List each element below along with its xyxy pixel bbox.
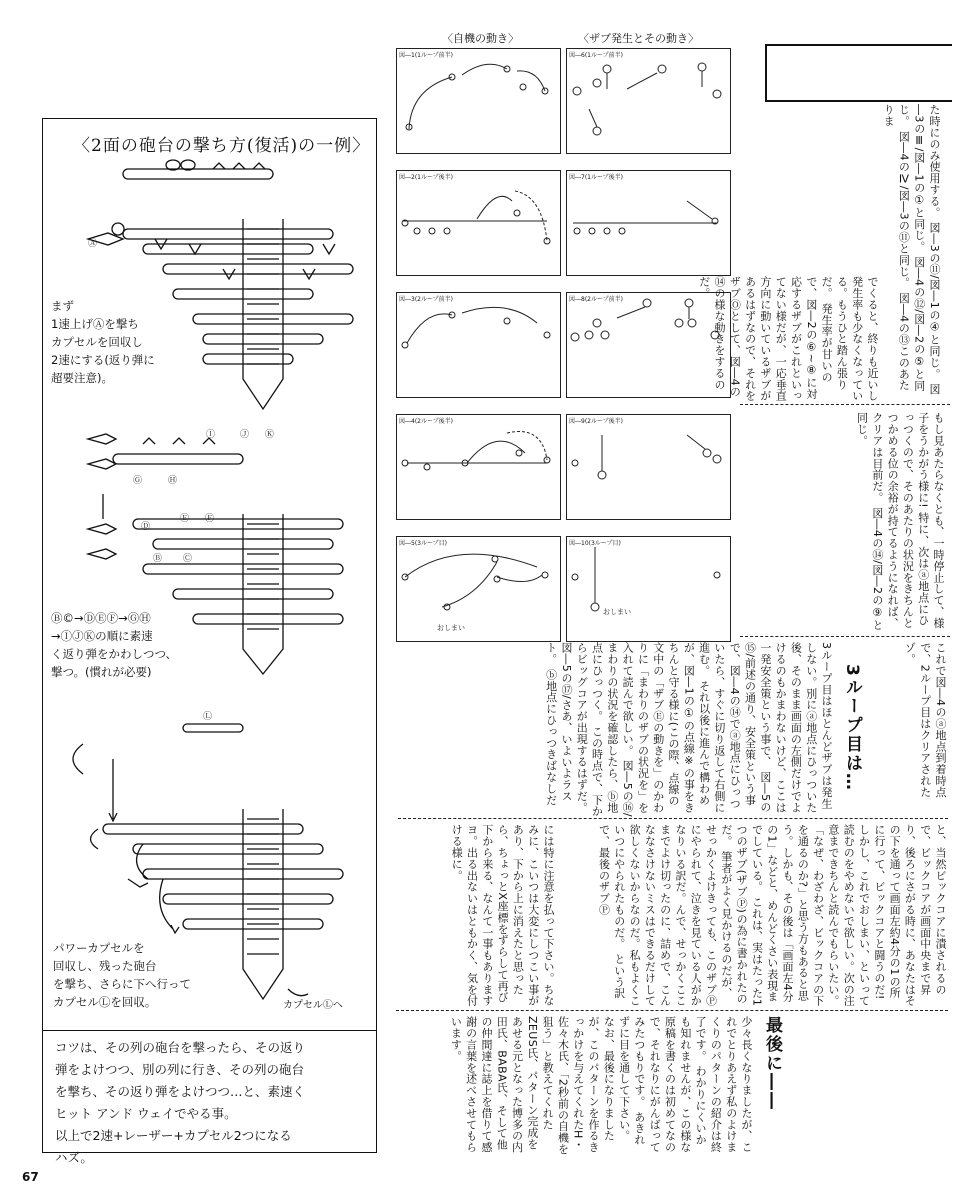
article-col-8: 少々長くなりましたが、これでとりあえず私のよけまくりのパターンの紹介は終了です。 わかりにくいかも知れませんが、この様な原稿を書くのは初めてなので、それなりにがんばってみたつもりです。 あきれずに目を通して下さい。 なお、最後になりましたが、このパターンを作るきっかけを与えてくれたH・佐々木氏、「2秒前の自機を狙う」と教えてくれたZEUS氏、パターン完成をあせる元となった博多の内田氏、BABA氏、そして他の仲間達に誌上を借りて感謝の言葉を述べさせてもらいます。 — [449, 1016, 753, 1155]
divider — [398, 818, 948, 819]
article-col-2: でくると、終りも近いし発生率も少なくなっている。もうひと踏ん張りだ。 発生率が甘いので、図―2の⑥~⑧に対応するザブがこれといってない様だが、一応垂直方向に動いているザブがあるはずなので、それをザブⓄとして、図―4の⑭の様な動きをするのだ。 — [697, 276, 879, 402]
divider — [740, 636, 950, 637]
sketch-note-3: パワーカプセルを 回収し、残った砲台 を撃ち、さらに下へ行って カプセルⓁを回収。 — [53, 941, 191, 1009]
diagram-fig5 — [396, 536, 561, 642]
sketch-divider — [43, 1030, 376, 1031]
svg-text:Ⓘ: Ⓘ — [206, 430, 216, 440]
diagram-label: 図―10(3ループ目) — [569, 540, 621, 547]
svg-text:Ⓑ: Ⓑ — [153, 554, 163, 564]
diagram-label: 図―8(2ループ前半) — [569, 296, 624, 303]
diagram-label: 図―6(1ループ前半) — [569, 52, 624, 59]
diagram-fig4 — [396, 414, 561, 520]
article-col-7: には特に注意を払って下さい。ちなみに、こいつは大変にしつこい事があり、下から上に消えたと思ったら、ちょっとX座標をずらして再び下から来る、なんて一事もありますヨ。出る出ないはともかく、気を付ける様に。 — [450, 824, 555, 1007]
svg-text:Ⓚ: Ⓚ — [265, 430, 275, 440]
sketch-note-4: カプセルⓁへ — [283, 1000, 343, 1011]
svg-text:Ⓒ: Ⓒ — [183, 554, 193, 564]
svg-text:Ⓙ: Ⓙ — [240, 430, 250, 440]
svg-text:Ⓗ: Ⓗ — [168, 476, 178, 486]
left-column-caption: 〈自機の動き〉 — [442, 32, 519, 45]
sketch-note-1: まず 1速上げⒶを撃ち カプセルを回収し 2速にする(返り弾に 超要注意)。 — [51, 299, 155, 385]
svg-text:Ⓖ: Ⓖ — [133, 476, 143, 486]
diagram-label: 図―7(1ループ後半) — [569, 174, 624, 181]
article-col-4: これで図―4のⓐ地点到着時点で、2ループ目はクリアされたゾ。 — [903, 642, 947, 798]
diagram-fig7 — [566, 170, 731, 276]
svg-text:Ⓔ: Ⓔ — [180, 514, 190, 524]
section-heading-saigo: 最後に―― — [762, 1016, 782, 1111]
page-number: 67 — [22, 1170, 39, 1184]
sketch-box — [42, 118, 377, 1165]
article-col-1: た時にのみ使用する。 図―3の⑪/図―1の④と同じ。 図―3のⅢ/図―1の①と同じ。 図―4の⑫/図―2の⑤と同じ。 図―4のⅣ/図―3の⑪と同じ。 図―4の⑬このあたりま — [882, 104, 941, 395]
svg-text:Ⓕ: Ⓕ — [205, 514, 215, 524]
sketch-title: 〈2面の砲台の撃ち方(復活)の一例〉 — [73, 136, 371, 156]
section-heading-3loop: 3ループ目は… — [842, 664, 862, 792]
divider — [740, 404, 950, 405]
svg-text:Ⓛ: Ⓛ — [203, 712, 213, 722]
sketch-note-2: Ⓑ©→ⒹⒺⒻ→ⒼⒽ →ⒾⒿⓀの順に素速 く返り弾をかわしつつ、 撃つ。(慣れが必要) — [51, 611, 178, 679]
svg-text:Ⓓ: Ⓓ — [141, 522, 151, 532]
divider — [396, 1010, 948, 1011]
diagram-label: 図―2(1ループ後半) — [399, 174, 454, 181]
diagram-label: 図―1(1ループ前半) — [399, 52, 454, 59]
article-col-5: 3ループ目はほとんどザブは発生しない。別にⓐ地点にひっついた後、そのまま画面の左側だけでよけるのもかまわないけど、ここは一発安全策という事で、 図―5の⑮/前述の通り、安全策という事で、図―4の⑭でⓐ地点にひっついたら、すぐに切り返して右側に進む。 それ以後に進んで構わめが、図―1の①の点線※の事をきちんと守る様に(この際、点線の文中の「ザブⒺの動きを」のかわりに「まわりのザブの状況を」を入れて読んで欲しい。 図―5の⑯/まわりの状況を確認したら、ⓑ地点にひっつく。 この時点で、下からビッグコアが出現するはずだ。 図―5の⑰/さあ、いよいよラスト。 ⓑ地点にひっつきばなしだ — [544, 642, 833, 818]
right-column-caption: 〈ザブ発生とその動き〉 — [578, 32, 699, 45]
diagram-fig9 — [566, 414, 731, 520]
sketch-note-5: コツは、その列の砲台を撃ったら、その返り 弾をよけつつ、別の列に行き、その列の砲台 を撃ち、その返り弾をよけつつ…と、素速く ヒット アンド ウェイでやる事。 以上で2速+レーザー+カプセル2つになる ハズ。 — [55, 1040, 306, 1165]
diagram-fig1 — [396, 48, 561, 154]
svg-text:Ⓐ: Ⓐ — [88, 239, 98, 249]
diagram-fig2 — [396, 170, 561, 276]
diagram-label: 図―3(2ループ前半) — [399, 296, 454, 303]
diagram-oshimai: おしまい — [437, 624, 465, 632]
diagram-oshimai-2: おしまい — [603, 608, 631, 616]
diagram-label: 図―9(2ループ後半) — [569, 418, 624, 425]
article-header-box — [765, 44, 952, 102]
diagram-label: 図―4(2ループ後半) — [399, 418, 454, 425]
article-col-6: と、当然ビックコアに潰されるので、ビックコアが画面中央まで昇り、後ろにさがる時に、あなたはその下を通って画面左約4分の1の所に行って、ビックコアと闘うのだ! しかし、これでおしまい、といって読むのをやめないで欲しい。次の注意まできちんと読んでもらいたい。 「なぜ、わざわざ、ビックコアの下を通るのか?」と思う方もあると思う。しかも、その後は「画面左4分の1」などと、めんどくさい表現までしている。 これは、実はたった1つのザブ(ザブⓅ)の為に書かれたのだ。 筆者がよく見かけるのだが、せっかくよけきっても、このザブⓅにやられて、泣きを見ている人がかなりいる訳だ。んで、せっかくここまでよけ切ったのに、詰めで、こんななさけないミスはできるだけして欲しくないからなのだ。私もよくこいつにやられたものだ。 という訳で、最後のザブⓅ — [597, 824, 947, 1007]
diagram-fig6 — [566, 48, 731, 154]
diagram-label: 図―5(3ループ目) — [399, 540, 448, 547]
diagram-fig10 — [566, 536, 731, 642]
diagram-fig3 — [396, 292, 561, 398]
article-col-3: もし見あたらなくとも、一時停止して、様子をうかがう様に! 特に、次はⓐ地点にひっつくので、そのあたりの状況をきちんとつかめる位の余裕が持てるようになれば、クリアは目前だ。 図―4の⑭/図―2の⑨と同じ。 — [855, 412, 945, 631]
diagram-fig8 — [566, 292, 731, 398]
